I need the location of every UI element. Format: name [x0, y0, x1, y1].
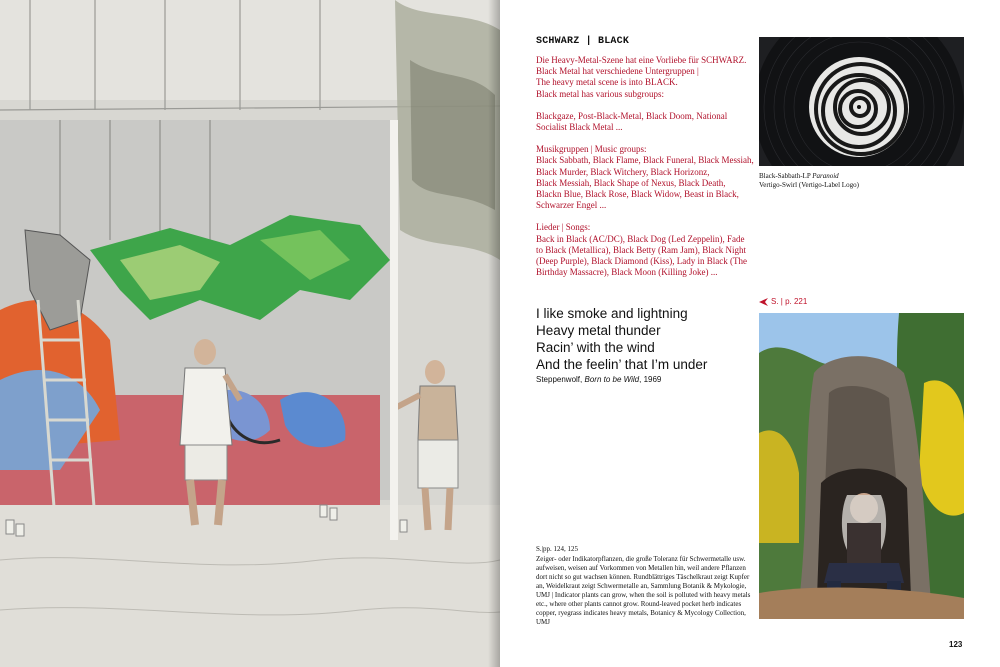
cross-reference[interactable] [759, 297, 807, 306]
bands-line: Musikgruppen | Music groups: [536, 144, 647, 155]
intro-paragraph [536, 55, 758, 100]
songs-line: (Deep Purple), Black Diamond (Kiss), Lady in Black (The [536, 256, 747, 267]
cross-reference-text: S. | p. 221 [771, 297, 808, 306]
quote-work: Born to be Wild [584, 375, 640, 384]
record-caption-line-2: Vertigo-Swirl (Vertigo-Label Logo) [759, 181, 859, 189]
songs-line: Birthday Massacre), Black Moon (Killing Joke) ... [536, 267, 718, 278]
arrow-left-icon [759, 298, 768, 306]
songs-line: Back in Black (AC/DC), Black Dog (Led Zeppelin), Fade [536, 233, 745, 244]
record-caption-prefix: Black-Sabbath-LP [759, 172, 813, 180]
songs-line: Lieder | Songs: [536, 222, 591, 233]
subgroups-line: Socialist Black Metal ... [536, 122, 623, 133]
record-caption-line [759, 172, 964, 181]
bands-line: Schwarzer Engel ... [536, 200, 607, 211]
bands-line: Black Murder, Black Witchery, Black Horizonz, [536, 166, 710, 177]
page-number: 123 [949, 640, 963, 649]
footnote [536, 545, 758, 627]
quote-year: , 1969 [639, 375, 662, 384]
book-gutter-shadow [488, 0, 500, 667]
man-in-tree-photo [759, 313, 964, 619]
tree-stump-portrait-photo [759, 313, 964, 619]
bands-line: Blackn Blue, Black Rose, Black Widow, Beast in Black, [536, 189, 739, 200]
subgroups-paragraph [536, 111, 758, 133]
quote-line: Heavy metal thunder [536, 323, 661, 338]
songs-line: to Black (Metallica), Black Betty (Ram Jam), Black Night [536, 244, 746, 255]
section-heading: SCHWARZ | BLACK [536, 36, 630, 47]
quote-author: Steppenwolf, [536, 375, 583, 384]
intro-line: Black metal has various subgroups: [536, 88, 664, 99]
songs-paragraph [536, 222, 758, 278]
quote-line: And the feelin’ that I’m under [536, 357, 708, 372]
bands-paragraph [536, 144, 758, 211]
quote-line: I like smoke and lightning [536, 306, 688, 321]
bands-line: Black Messiah, Black Shape of Nexus, Black Death, [536, 177, 726, 188]
vertigo-swirl-image [759, 37, 964, 166]
right-page [500, 0, 1000, 667]
subgroups-line: Blackgaze, Post-Black-Metal, Black Doom, National [536, 110, 728, 121]
bands-line: Black Sabbath, Black Flame, Black Funeral, Black Messiah, [536, 155, 754, 166]
intro-line: The heavy metal scene is into BLACK. [536, 77, 678, 88]
quote-source [536, 375, 786, 384]
vinyl-record-photo [759, 37, 964, 166]
record-caption [759, 172, 964, 190]
lyrics-quote [536, 305, 786, 373]
footnote-ref: S.|pp. 124, 125 [536, 545, 579, 553]
quote-line: Racin’ with the wind [536, 340, 655, 355]
text-column [536, 36, 758, 289]
intro-line: Black Metal hat verschiedene Untergruppen | [536, 66, 699, 77]
footnote-text: Zeiger- oder Indikatorpflanzen, die große Toleranz für Schwermetalle usw. aufweisen, weisen auf Vorkommen von Metallen hin, weil andere Pflanzen dort nicht so gut wachsen können. Rundblättriges Täschelkraut zeigt Kupfer an, Weidelkraut zeigt Schwermetalle an, Sammlung Botanik & Mykologie, UMJ | Indicator plants can grow, when the soil is polluted with heavy metals etc., where other plants cannot grow. Round-leaved pocket herb indicates copper, ryegrass indicates heavy metals, Botanicy & Mycology Collection, UMJ [536, 555, 751, 626]
intro-line: Die Heavy-Metal-Szene hat eine Vorliebe für SCHWARZ. [536, 55, 747, 65]
record-caption-title: Paranoid [812, 172, 839, 180]
